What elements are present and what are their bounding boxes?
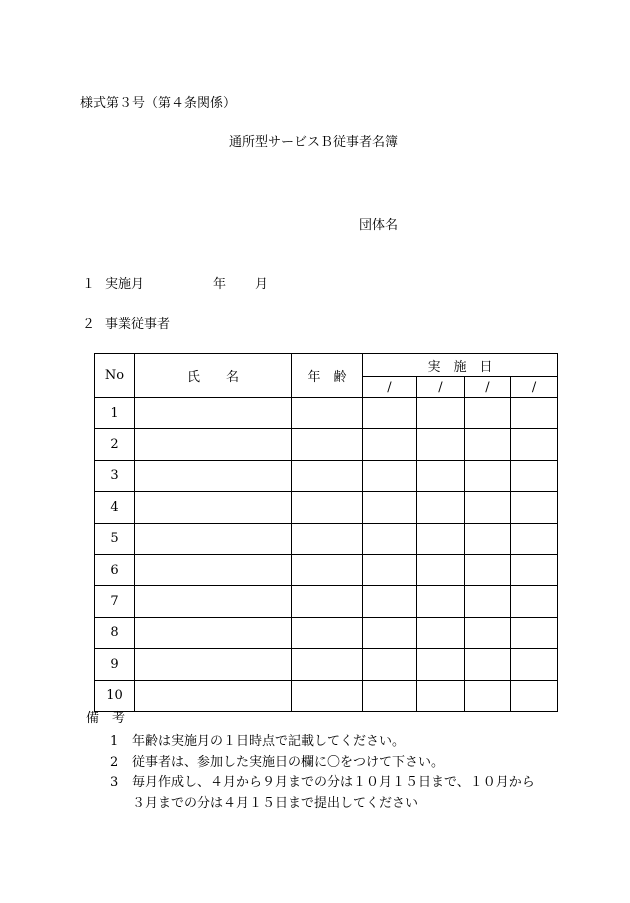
table-row (95, 617, 558, 648)
date-cell[interactable] (465, 617, 511, 648)
date-cell[interactable] (511, 492, 558, 523)
table-row (95, 523, 558, 554)
date-cell[interactable] (465, 586, 511, 617)
date-cell[interactable] (363, 649, 417, 680)
date-cell[interactable] (363, 398, 417, 429)
name-cell[interactable] (135, 649, 292, 680)
date-cell[interactable] (363, 586, 417, 617)
note-3-number: 3 (110, 775, 119, 790)
name-cell[interactable] (135, 492, 292, 523)
date-cell[interactable] (465, 429, 511, 460)
name-cell[interactable] (135, 680, 292, 711)
remarks-title: 備 考 (86, 711, 126, 726)
implementation-month-label: 実施月 (105, 277, 145, 292)
age-cell[interactable] (292, 680, 363, 711)
row-number: 3 (95, 460, 135, 491)
date-cell[interactable] (417, 617, 465, 648)
name-cell[interactable] (135, 617, 292, 648)
table-row (95, 554, 558, 585)
date-cell[interactable] (417, 460, 465, 491)
date-cell[interactable] (511, 523, 558, 554)
date-cell[interactable] (511, 460, 558, 491)
date-cell[interactable] (363, 617, 417, 648)
note-1-text: 年齢は実施月の１日時点で記載してください。 (132, 734, 406, 749)
date-cell[interactable] (417, 554, 465, 585)
row-number: 6 (95, 554, 135, 585)
date-cell[interactable] (417, 492, 465, 523)
table-row (95, 586, 558, 617)
date-cell[interactable] (465, 460, 511, 491)
section-1-number: １ (82, 277, 96, 292)
table-row (95, 398, 558, 429)
date-cell[interactable] (465, 649, 511, 680)
note-1-number: 1 (110, 734, 119, 749)
name-cell[interactable] (135, 398, 292, 429)
row-number: 2 (95, 429, 135, 460)
header-age: 年 齢 (292, 354, 363, 398)
form-number: 様式第３号（第４条関係） (80, 96, 237, 111)
header-implementation-dates: 実 施 日 (363, 354, 558, 377)
date-cell[interactable] (363, 460, 417, 491)
row-number: 8 (95, 617, 135, 648)
age-cell[interactable] (292, 398, 363, 429)
age-cell[interactable] (292, 429, 363, 460)
date-cell[interactable] (363, 554, 417, 585)
age-cell[interactable] (292, 460, 363, 491)
organization-name-label: 団体名 (359, 218, 399, 233)
age-cell[interactable] (292, 554, 363, 585)
date-cell[interactable] (417, 649, 465, 680)
name-cell[interactable] (135, 429, 292, 460)
age-cell[interactable] (292, 586, 363, 617)
section-2-number: ２ (82, 317, 96, 332)
header-no: No (95, 354, 135, 398)
date-cell[interactable] (417, 523, 465, 554)
staff-section-label: 事業従事者 (105, 317, 171, 332)
date-cell[interactable] (465, 492, 511, 523)
age-cell[interactable] (292, 617, 363, 648)
table-row (95, 492, 558, 523)
date-cell[interactable] (511, 680, 558, 711)
date-cell[interactable] (417, 429, 465, 460)
row-number: 10 (95, 680, 135, 711)
age-cell[interactable] (292, 649, 363, 680)
year-label: 年 (213, 277, 227, 292)
date-cell[interactable] (417, 586, 465, 617)
date-slot-4[interactable]: / (511, 377, 558, 398)
date-cell[interactable] (465, 680, 511, 711)
date-slot-3[interactable]: / (465, 377, 511, 398)
date-cell[interactable] (511, 554, 558, 585)
table-row (95, 680, 558, 711)
note-2-number: 2 (110, 755, 119, 770)
staff-roster-table (94, 353, 558, 712)
date-cell[interactable] (417, 680, 465, 711)
date-cell[interactable] (511, 429, 558, 460)
date-cell[interactable] (511, 649, 558, 680)
name-cell[interactable] (135, 554, 292, 585)
name-cell[interactable] (135, 523, 292, 554)
date-cell[interactable] (363, 429, 417, 460)
row-number: 4 (95, 492, 135, 523)
month-label: 月 (255, 277, 269, 292)
date-cell[interactable] (363, 523, 417, 554)
date-cell[interactable] (465, 523, 511, 554)
table-row (95, 460, 558, 491)
table-row (95, 649, 558, 680)
note-3-text-line-2: ３月までの分は４月１５日まで提出してください (132, 796, 419, 811)
date-slot-2[interactable]: / (417, 377, 465, 398)
age-cell[interactable] (292, 523, 363, 554)
date-cell[interactable] (363, 492, 417, 523)
age-cell[interactable] (292, 492, 363, 523)
date-slot-1[interactable]: / (363, 377, 417, 398)
date-cell[interactable] (465, 554, 511, 585)
row-number: 9 (95, 649, 135, 680)
table-row (95, 429, 558, 460)
date-cell[interactable] (511, 617, 558, 648)
date-cell[interactable] (417, 398, 465, 429)
header-name: 氏 名 (135, 354, 292, 398)
note-3-text-line-1: 毎月作成し、４月から９月までの分は１０月１５日まで、１０月から (132, 775, 535, 790)
date-cell[interactable] (511, 586, 558, 617)
row-number: 7 (95, 586, 135, 617)
date-cell[interactable] (511, 398, 558, 429)
date-cell[interactable] (363, 680, 417, 711)
name-cell[interactable] (135, 460, 292, 491)
row-number: 5 (95, 523, 135, 554)
date-cell[interactable] (465, 398, 511, 429)
note-2-text: 従事者は、参加した実施日の欄に〇をつけて下さい。 (132, 755, 445, 770)
document-title: 通所型サービスＢ従事者名簿 (229, 135, 399, 150)
name-cell[interactable] (135, 586, 292, 617)
row-number: 1 (95, 398, 135, 429)
